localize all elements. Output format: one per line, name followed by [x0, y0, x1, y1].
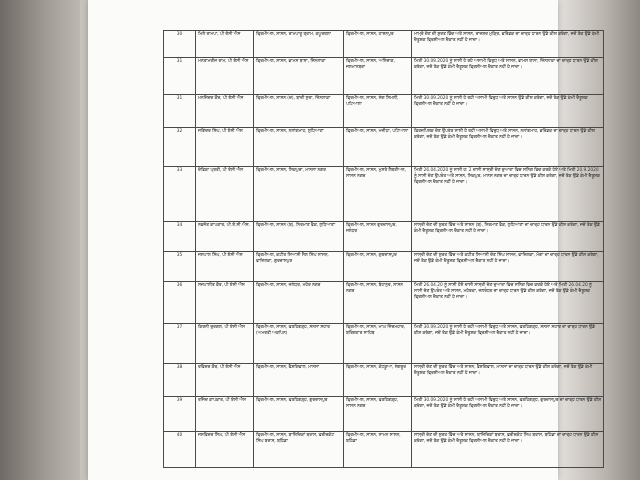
table-row [164, 95, 604, 128]
table-row [164, 252, 604, 282]
cell-row-number: 33 [164, 167, 196, 222]
cell-remarks: ਮਿਤੀ 26.04.20 ਨੂੰ ਸਾਸੀ ਹੋਏ ਦਾਸੀ ਸਾਸ੍ਰੀ ਦੇਣ ਦੁਆਰਾ ਵਿਚ ਸਨਿੰਗ ਵਿਚ ਕਰਕੇ ਹੋਏ ਅਤੇ ਮਿਤੀ 26.04.20 ਨੂੰ ਸਾਸੀ ਦੇਣ ਉਪਰੰਤ ਅਤੇ ਸਾਸਨ, ਮਹੇਰਕਾ, ਜਲਰੰਧਰ ਦਾ ਚਾਰ੍ਹ ਧਾਰਨ ਉਂਡੇ ਕੀਸ਼ ਕਰੇਗਾ, ਜਦੋਂ ਤੱਕ ਉਂਡੇ ਕੰਮੀ ਦੈਤੂਸ਼ਕ ਫ੍ਰਿਸ਼ੀਅਲ ਦੈਕਾਤ ਨਹੀਂ ਹੋ ਜਾਦਾ। [412, 282, 604, 324]
cell-row-number: 31 [164, 58, 196, 95]
cell-officer-name: ਮਨਜਿੰਦਰ ਕੌਰ, ਪੀ ਏਸੀ ਐਸ [196, 95, 254, 128]
cell-remarks: ਮਿਤੀ 30.09.2020 ਨੂੰ ਸਾਸੀ ਹੋ ਰਹੀ ਅਸਾਮੀ ਵਿਰੁਧ ਅਤੇ ਸਾਸਨ ਉਂਡੇ ਕੀਸ਼ ਕਰੇਗਾ, ਜਦੋਂ ਤੱਕ ਉਂਡੇ ਕੰਮੀ ਦੈਤੂਸ਼ਕ ਫ੍ਰਿਸ਼ੀਅਲ ਦੈਕਾਤ ਨਹੀਂ ਹੋ ਜਾਦਾ। [412, 95, 604, 128]
cell-current-posting: ਫ੍ਰਿਮੀਅਲ, ਸਾਸਨ, ਫਤਹਿਗੜ੍ਹ, ਗੁਰਦਾਸਪੁਰ [254, 397, 344, 432]
table-row [164, 58, 604, 95]
cell-new-posting: ਫ੍ਰਿਮੀਅਲ, ਸਾਸਨ, ਗੁਰਦਾਸਪੁਰ [344, 252, 412, 282]
cell-row-number: 32 [164, 128, 196, 167]
cell-officer-name: ਸਜਪਾਲੀਤ ਕੌਰ, ਪੀ ਏਸੀ ਐਸ [196, 282, 254, 324]
cell-current-posting: ਫ੍ਰਿਮੀਅਲ, ਸਾਸਨ, ਫਤਹਿਗੜ੍ਹ, ਸਨਸਾ ਸਹਾਰ (ਅਮਰਤੀ ਅਕਪਿਨ) [254, 324, 344, 364]
cell-current-posting: ਫ੍ਰਿਮੀਅਲ, ਸਾਸਨ, ਸਿਕਪੁਰਾ, ਮਾਨਸਾ ਨਗਰ [254, 167, 344, 222]
cell-current-posting: ਫ੍ਰਿਮੀਅਲ, ਸਾਸਨ, ਨਲਾਂਗਮਾਹ, ਲੁਧਿਆਣਾ [254, 128, 344, 167]
cell-remarks: ਸਾਸ੍ਰੀ ਦੇਣ ਦੀ ਸ਼ੁਰਤ ਵਿੱਚ ਅਤੇ ਸਾਸਨ (ਬ), ਨਿਰਮਾਣ ਵੈਕ, ਲੁਧਿਆਣਾ ਦਾ ਚਾਰ੍ਹ ਧਾਰਨ ਉਂਡੇ ਕੀਸ਼ ਕਰੇਗਾ, ਜਦੋਂ ਤੱਕ ਉਂਡੇ ਕੰਮੀ ਦੈਤੂਸ਼ਕ ਫ੍ਰਿਸ਼ੀਅਲ ਦੈਕਾਤ ਨਹੀਂ ਹੋ ਜਾਦਾ। [412, 222, 604, 252]
cell-remarks: ਮਿਤੀ 30.09.2020 ਨੂੰ ਸਾਸੀ ਹੋ ਰਹੀ ਅਸਾਮੀ ਵਿਰੁਧ ਅਤੇ ਸਾਸਨ, ਫਤਹਿਗੜ੍ਹ, ਸਨਸਾ ਸਹਾਰ ਦਾ ਚਾਰ੍ਹ ਧਾਰਨ ਉਂਡੇ ਕੀਸ਼ ਕਰੇਗਾ, ਜਦੋਂ ਤੱਕ ਉਂਡੇ ਕੰਮੀ ਦੈਤੂਸ਼ਕ ਫ੍ਰਿਸ਼ੀਅਲ ਦੈਕਾਤ ਨਹੀਂ ਹੋ ਜਾਦਾ। [412, 324, 604, 364]
cell-new-posting: ਫ੍ਰਿਮੀਅਲ, ਸਾਸਨ, ਮਾਘ ਜਿੰਦਮਹਾਰ, ਬਰਿੰਗਹਾਰ ਸਾਹਿਬ [344, 324, 412, 364]
cell-row-number: 31 [164, 95, 196, 128]
cell-officer-name: ਨਵਜੋਤ ਕਾਪਕਾਰ, ਪੀ.ਏ.ਸੀ.ਐਸ. [196, 222, 254, 252]
cell-officer-name: ਮਿਲੇ ਰਾਮਪਾ, ਪੀ ਏਸੀ ਐਸ [196, 31, 254, 58]
cell-row-number: 39 [164, 397, 196, 432]
cell-remarks: ਫ਼ਿਰਜ਼ਪਿਸ਼ਕ ਦੇਣ ਉਪਰੰਤ ਸਾਸੀ ਹੋ ਰਹੀ ਅਸਾਮੀ ਵਿਰੁਧ ਅਤੇ ਸਾਸਨ, ਨਲਾਂਗਮਾਹ, ਭਰਿੰਡਕ ਦਾ ਚਾਰ੍ਹ ਧਾਰਨ ਉਂਡੇ ਕੀਸ਼ ਕਰੇਗਾ, ਜਦੋਂ ਤੱਕ ਉਂਡੇ ਕੰਮੀ ਦੈਤੂਸ਼ਕ ਫ੍ਰਿਸ਼ੀਅਲ ਦੈਕਾਤ ਨਹੀਂ ਹੋ ਜਾਦਾ। [412, 128, 604, 167]
cell-new-posting: ਫ੍ਰਿਮੀਅਲ, ਸਾਸਨ, ਮੁਸਤੇ ਲੈਬਤੀਅਨ, ਸਾਸਨ ਨਗਰ [344, 167, 412, 222]
cell-current-posting: ਫ੍ਰਿਮੀਅਲ, ਸਾਸਨ, ਵੈਸ਼ਗਿਵਾਲ, ਮਾਨਸਾ [254, 364, 344, 397]
cell-current-posting: ਫ੍ਰਿਮੀਅਲ, ਸਾਸਨ (ਬ), ਨਿਰਮਾਣ ਵੈਕ, ਲੁਧਿਆਣਾ [254, 222, 344, 252]
cell-current-posting: ਫ੍ਰਿਮੀਅਲ, ਸਾਸਨ (ਦ), ਬਾਦੀ ਸੁਰਾ, ਜਿੰਨਲਾਕਾ [254, 95, 344, 128]
table-row [164, 397, 604, 432]
table-body [164, 31, 604, 468]
cell-new-posting: ਫ੍ਰਿਮੀਅਲ, ਸਾਸਨ, ਸਾਮਨ ਸਾਸਨ, ਬਠਿੰਡਾ [344, 432, 412, 468]
cell-current-posting: ਫ੍ਰਿਮੀਅਲ, ਸਾਸਨ, ਭਾਮਸ ਥਾਸਾ, ਜਿੰਨਲਾਕਾ [254, 58, 344, 95]
cell-new-posting: ਫ੍ਰਿਮੀਅਲ, ਸਾਸਨ, ਮਜੀਠਾ, ਪਟਿਆਲਾ [344, 128, 412, 167]
table-row [164, 364, 604, 397]
cell-row-number: 30 [164, 31, 196, 58]
table-row [164, 222, 604, 252]
cell-new-posting: ਫ੍ਰਿਮੀਅਲ, ਸਾਸਨ, ਅਨਿੰਦਾਕ, ਜਲਮਾਨਬਰਾ [344, 58, 412, 95]
cell-new-posting: ਫ੍ਰਿਮੀਅਲ, ਸਾਸਨ, ਕੋਟਕੂਆ, ਸੰਗਰੂਰ [344, 364, 412, 397]
cell-row-number: 40 [164, 432, 196, 468]
cell-new-posting: ਫ੍ਰਿਮੀਅਲ, ਸਾਸਨ, ਬੋਹਾਨੁਰ, ਸਾਸਨ ਨਗਰ [344, 282, 412, 324]
table-row [164, 432, 604, 468]
cell-remarks: ਸਾਸ੍ਰੀ ਦੇਣ ਦੀ ਸ਼ੁਰਤ ਵਿੱਚ ਅਤੇ ਸਾਸਨ, ਵੈਸ਼ਗਿਵਾਲ, ਮਾਨਸਾ ਦਾ ਚਾਰ੍ਹ ਧਾਰਨ ਉਂਡੇ ਕੀਸ਼ ਕਰੇਗਾ, ਜਦੋਂ ਤੱਕ ਉਂਡੇ ਕੰਮੀ ਦੈਤੂਸ਼ਕ ਫ੍ਰਿਸ਼ੀਅਲ ਦੈਕਾਤ ਨਹੀਂ ਹੋ ਜਾਦਾ। [412, 364, 604, 397]
table-row [164, 282, 604, 324]
transfer-table [163, 30, 604, 468]
cell-row-number: 34 [164, 222, 196, 252]
table-row [164, 31, 604, 58]
cell-remarks: ਮਿਤੀ 30.09.2020 ਨੂੰ ਸਾਸੀ ਹੋ ਰਹੀ ਅਸਾਮੀ ਵਿਰੁਧ ਅਤੇ ਸਾਸਨ, ਫਤਹਿਗੜ੍ਹ, ਗੁਰਦਾਸਪੁਰ ਦਾ ਚਾਰ੍ਹ ਧਾਰਨ ਉਂਡੇ ਕੀਸ਼ ਕਰੇਗਾ, ਜਦੋਂ ਤੱਕ ਉਂਡੇ ਕੰਮੀ ਦੈਤੂਸ਼ਕ ਫ੍ਰਿਸ਼ੀਅਲ ਦੈਕਾਤ ਨਹੀਂ ਹੋ ਜਾਦਾ। [412, 397, 604, 432]
table-row [164, 167, 604, 222]
cell-remarks: ਸਾਸ੍ਰੀ ਦੇਣ ਦੀ ਸ਼ੁਰਤ ਵਿੱਚ ਅਤੇ ਸਾਸਨ, ਬਾਜ਼ਿੰਦਿਕਾਂ ਬਰਾਸ, ਫਰੀਦਕੋਟ ਸਿੰਘ ਬਰਾਸ, ਬਠਿੰਡਾ ਦਾ ਚਾਰ੍ਹ ਧਾਰਨ ਉਂਡੇ ਕੀਸ਼ ਕਰੇਗਾ, ਜਦੋਂ ਤੱਕ ਉਂਡੇ ਕੰਮੀ ਦੈਤੂਸ਼ਕ ਫ੍ਰਿਸ਼ੀਅਲ ਦੈਕਾਤ ਨਹੀਂ ਹੋ ਜਾਦਾ। [412, 432, 604, 468]
cell-remarks: ਸਾਸ੍ਰੀ ਦੇਣ ਦੀ ਸ਼ੁਰਤ ਵਿੱਚ ਅਤੇ ਕਟੀਤ ਸਿਆਸੀ ਦੇਣ ਸਿੰਘ ਸਾਸਨ, ਫਾਜ਼ਿਲਕਾ, ਮੋਗਾ ਦਾ ਚਾਰ੍ਹ ਧਾਰਨ ਉਂਡੇ ਕੀਸ਼ ਕਰੇਗਾ, ਜਦੋਂ ਤੱਕ ਉਂਡੇ ਕੰਮੀ ਦੈਤੂਸ਼ਕ ਫ੍ਰਿਸ਼ੀਅਲ ਦੈਕਾਤ ਨਹੀਂ ਹੋ ਜਾਦਾ। [412, 252, 604, 282]
cell-row-number: 35 [164, 252, 196, 282]
cell-current-posting: ਫ੍ਰਿਮੀਅਲ, ਸਾਸਨ, ਰਾਮਪਾਰੂ ਤ੍ਰਾਮ, ਕਪੂਰਥਲਾ [254, 31, 344, 58]
background-left [0, 0, 80, 480]
cell-current-posting: ਫ੍ਰਿਮੀਅਲ, ਸਾਸਨ, ਬਾਜ਼ਿੰਦਿਕਾਂ ਬਰਾਸ, ਫਰੀਦਕੋਟ ਸਿੰਘ ਬਰਾਸ, ਬਠਿੰਡਾ [254, 432, 344, 468]
cell-new-posting: ਫ੍ਰਿਮੀਅਲ, ਸਾਸਨ, ਹਾਸ਼ਨਪੁਰ [344, 31, 412, 58]
cell-row-number: 38 [164, 364, 196, 397]
cell-officer-name: ਮਨਤਾਮਰੀਜ਼ ਰਾਮ, ਪੀ ਏਸੀ ਐਸ [196, 58, 254, 95]
cell-new-posting: ਫ੍ਰਿਮੀਅਲ, ਸਾਸਨ, ਫਤਹਿਗੜ੍ਹ, ਸਾਸਨ ਨਗਰ [344, 397, 412, 432]
cell-row-number: 37 [164, 324, 196, 364]
cell-remarks: ਮਾਮ੍ਰੋ ਦੇਣ ਦੀ ਸ਼ੁਰਤ ਵਿੱਚ ਅਤੇ ਸਾਸਨ, ਰਾਜਸ਼ਰ ਮੁਕ੍ਰਿ, ਭਰਿੰਡਕ ਦਾ ਚਾਰ੍ਹ ਧਾਰਨ ਉਂਡੇ ਕੀਸ਼ ਕਰੇਗਾ, ਜਦੋਂ ਤੱਕ ਉਂਡੇ ਕੰਮੀ ਦੈਤੂਸ਼ਕ ਫ੍ਰਿਸ਼ੀਅਲ ਦੈਕਾਤ ਨਹੀਂ ਹੋ ਜਾਦਾ। [412, 31, 604, 58]
cell-row-number: 36 [164, 282, 196, 324]
cell-officer-name: ਜਸਪਾਲ ਸਿੰਘ, ਪੀ ਏਸੀ ਐਸ [196, 252, 254, 282]
cell-new-posting: ਫ੍ਰਿਮੀਅਲ, ਸਾਸਨ, ਸੰਗ ਸਿਮਲੀ, ਪਟਿਆਲਾ [344, 95, 412, 128]
document-page [88, 0, 601, 480]
cell-current-posting: ਫ੍ਰਿਮੀਅਲ, ਸਾਸਨ, ਜਲੰਧਰ, ਮਹੇਰ ਨਗਰ [254, 282, 344, 324]
cell-officer-name: ਕਿਰਨੀ ਦੁਰਗਲ, ਪੀ ਏਸੀ ਐਸ [196, 324, 254, 364]
table-row [164, 128, 604, 167]
table-row [164, 324, 604, 364]
cell-officer-name: ਜਸਵਿੰਦਰ ਸਿੰਘ, ਪੀ ਏਸੀ ਐਸ [196, 432, 254, 468]
cell-officer-name: ਰਵਿੰਦਰ ਕੌਰ, ਪੀ ਏਸੀ ਐਸ [196, 364, 254, 397]
cell-current-posting: ਫ੍ਰਿਮੀਅਲ, ਕਟੀਤ ਸਿਆਸੀ ਸੈਲ ਸਿੰਘ ਸਾਸਨ, ਫਾਜ਼ਿਲਕਾ, ਗੁਰਦਾਸਪੁਰ [254, 252, 344, 282]
cell-new-posting: ਫ੍ਰਿਮੀਅਲ, ਸਾਸਨ ਗੁਰਦਾਸਪੁਰ, ਜਲੰਧਰ [344, 222, 412, 252]
cell-officer-name: ਰਜਿੰਦ ਕਾਪਕਾਰ, ਪੀ ਏਸੀ ਐਸ [196, 397, 254, 432]
cell-remarks: ਮਿਤੀ 30.09.2020 ਨੂੰ ਸਾਸੀ ਹੋ ਰਹੇ ਅਸਾਮੀ ਵਿਰੁਧ ਅਤੇ ਸਾਸਨ, ਭਾਮਸ ਥਾਸਾ, ਜਿੰਨਲਾਕਾ ਦਾ ਚਾਰ੍ਹ ਧਾਰਨ ਉਂਡੇ ਕੀਸ਼ ਕਰੇਗਾ, ਜਦੋਂ ਤੱਕ ਉਂਡੇ ਕੰਮੀ ਦੈਤੂਸ਼ਕ ਫ੍ਰਿਸ਼ੀਅਲ ਦੈਕਾਤ ਨਹੀਂ ਹੋ ਜਾਦਾ। [412, 58, 604, 95]
cell-officer-name: ਜਗਿੰਦਰ ਸਿੰਘ, ਪੀ ਏਸੀ ਐਸ [196, 128, 254, 167]
cell-remarks: ਮਿਤੀ 26.04.2020 ਨੂੰ ਸਾਸੀ ਹ: 2 ਦਾਸੀ ਸਾਸ੍ਰੀ ਦੇਣ ਦੁਆਰਾ ਵਿਚ ਸਨਿੰਗ ਵਿਚ ਕਰਕੇ ਹੋਏ ਅਤੇ ਮਿਤੀ 20.9.2020 ਨੂੰ ਸਾਸੀ ਦੇਣ ਉਪਰੰਤ ਅਤੇ ਸਾਸਨ, ਸਿਕਪੁਰ, ਮਾਨਸ ਨਗਰ ਦਾ ਚਾਰ੍ਹ ਧਾਰਨ ਉਂਡੇ ਕੀਸ਼ ਕਰੇਗਾ, ਜਦੋਂ ਤੱਕ ਉਂਡੇ ਕੰਮੀ ਦੈਤੂਸ਼ਕ ਫ੍ਰਿਸ਼ੀਅਲ ਦੈਕਾਤ ਨਹੀਂ ਹੋ ਜਾਦਾ। [412, 167, 604, 222]
cell-officer-name: ਦੇਵਿਕਾ ਪ੍ਰਤੀ, ਪੀ ਏਸੀ ਐਸ [196, 167, 254, 222]
